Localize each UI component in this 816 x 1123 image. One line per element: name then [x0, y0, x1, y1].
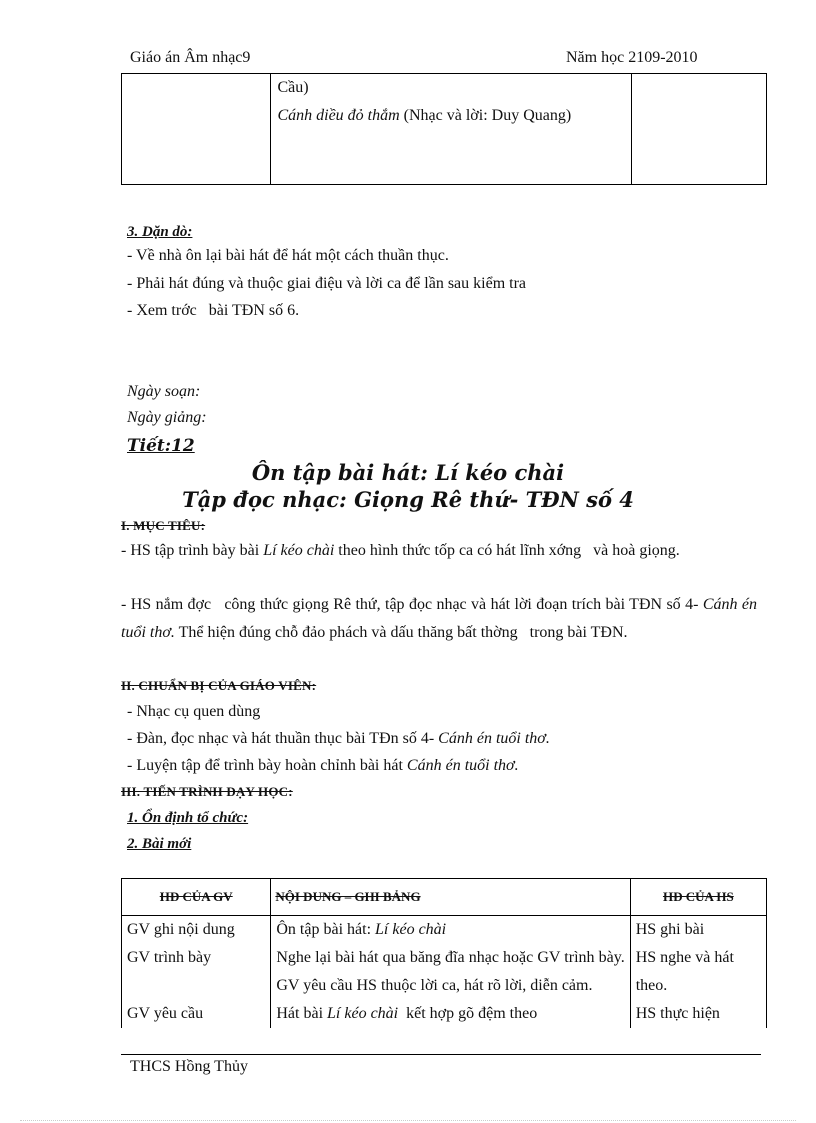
header-teacher-activity: HĐ CỦA GV [122, 879, 271, 916]
table-row [122, 944, 767, 1000]
homework-item-1: - Về nhà ôn lại bài hát để hát một cách thuần thục. [127, 247, 449, 264]
song-title: Cánh diều đỏ thắm [277, 107, 400, 124]
continued-cell-hs [631, 74, 766, 185]
preparation-heading: II. CHUẨN BỊ CỦA GIÁO VIÊN: [121, 678, 317, 693]
objective-1: - HS tập trình bày bài Lí kéo chài theo hình thức tốp ca có hát lĩnh xớng và hoà giọng. [121, 542, 680, 559]
header-content: NỘI DUNG – GHI BẢNG [271, 879, 630, 916]
row1-content: Ôn tập bài hát: Lí kéo chài [271, 916, 630, 945]
title-review-song: Ôn tập bài hát: Lí kéo chài [251, 460, 565, 485]
header-school-year: Năm học 2109-2010 [566, 49, 698, 66]
row3-hs: HS thực hiện [630, 1000, 766, 1028]
step-organization: 1. Ổn định tổ chức: [127, 810, 249, 826]
title-sight-reading: Tập đọc nhạc: Giọng Rê thứ- TĐN số 4 [182, 487, 634, 512]
prep-item-3: - Luyện tập để trình bày hoàn chỉnh bài hát Cánh én tuổi thơ. [127, 757, 519, 774]
homework-title: 3. Dặn dò: [127, 224, 193, 240]
header-student-activity: HĐ CỦA HS [630, 879, 766, 916]
homework-item-3: - Xem trớc bài TĐN số 6. [127, 302, 300, 319]
song-credit: (Nhạc và lời: Duy Quang) [399, 107, 572, 124]
row2-hs: HS nghe và hát theo. [630, 944, 766, 1000]
process-heading: III. TIẾN TRÌNH DẠY HỌC: [121, 784, 293, 799]
lesson-period: Tiết:12 [127, 436, 195, 456]
table-row [122, 1000, 767, 1028]
row2-content: Nghe lại bài hát qua băng đĩa nhạc hoặc GV trình bày. GV yêu cầu HS thuộc lời ca, hát rõ lời, diễn cảm. [271, 944, 630, 1000]
objective-2: - HS nắm đợc công thức giọng Rê thứ, tập đọc nhạc và hát lời đoạn trích bài TĐN số 4- Cánh én tuổi thơ. Thể hiện đúng chỗ đảo phách và dấu thăng bất thờng trong bài TĐN. [121, 596, 758, 641]
row3-content: Hát bài Lí kéo chài kết hợp gõ đệm theo [271, 1000, 630, 1028]
objectives-heading: I. MỤC TIÊU: [121, 518, 206, 533]
header-subject: Giáo án Âm nhạc9 [130, 49, 251, 66]
prep-date: Ngày soạn: [127, 383, 201, 400]
prep-item-2: - Đàn, đọc nhạc và hát thuần thục bài TĐn số 4- Cánh én tuổi thơ. [127, 730, 550, 747]
prep-item-1: - Nhạc cụ quen dùng [127, 703, 261, 720]
footer-rule [121, 1054, 761, 1055]
activity-table [121, 878, 767, 1028]
row1-gv: GV ghi nội dung [122, 916, 271, 945]
row1-hs: HS ghi bài [630, 916, 766, 945]
footer-school: THCS Hồng Thủy [130, 1058, 248, 1075]
continued-table [121, 73, 767, 185]
step-new-lesson: 2. Bài mới [127, 836, 192, 852]
page-edge-dots [20, 1120, 796, 1121]
homework-item-2: - Phải hát đúng và thuộc giai điệu và lời ca để lần sau kiểm tra [127, 275, 527, 292]
continued-cell-gv [122, 74, 271, 185]
teach-date: Ngày giảng: [127, 409, 207, 426]
activity-table-header [122, 879, 767, 916]
song-line-end: Cầu) [277, 79, 309, 96]
continued-cell-content [271, 74, 631, 185]
table-row [122, 916, 767, 945]
row3-gv: GV yêu cầu [122, 1000, 271, 1028]
row2-gv: GV trình bày [122, 944, 271, 1000]
